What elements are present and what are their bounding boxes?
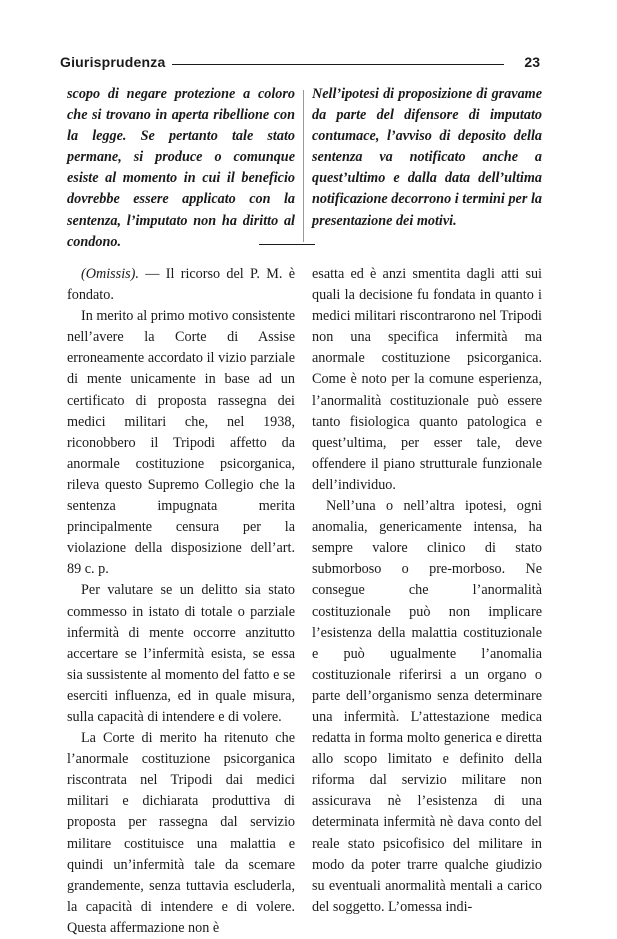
maxim-left-text: scopo di negare protezione a coloro che si trovano in aperta ribellione con la legge. Se pertanto tale stato permane, si produce o comunque esiste al momento in cui il beneficio dovrebbe essere applicato con la sentenza, l’imputato non ha diritto al condono. [67, 86, 295, 250]
running-head: Giurisprudenza [60, 54, 166, 70]
paragraph-text: — Il ricorso del P. M. è fondato. [67, 266, 295, 304]
body-right-column [312, 264, 542, 918]
section-separator [259, 244, 315, 245]
header-rule [172, 64, 504, 65]
paragraph: esatta ed è anzi smentita dagli atti sui quali la decisione fu fondata in quanto i medici militari riscontrarono nel Tripodi non una specifica infermità ma anormale costituzione psicorganica. Come è noto per la comune esperienza, l’anormalità costituzionale può essere tanto fisiologica quanto patologica e quest’ultima, per esser tale, deve offendere il piano strutturale funzionale dell’individuo. [312, 266, 542, 493]
paragraph: La Corte di merito ha ritenuto che l’anormale costituzione psicorganica riscontrata nel Tripodi dai medici militari e dichiarata produttiva di proposta per rassegna dal servizio militare costituisce una malattia e quindi un’infermità tale da scemare grandemente, senza tuttavia escluderla, la capacità di intendere e di volere. Questa affermazione non è [67, 730, 295, 936]
omissis-label: (Omissis). [81, 266, 139, 282]
paragraph: Per valutare se un delitto sia stato commesso in istato di totale o parziale infermità di mente occorre anzitutto accertare se l’infermità esista, se essa sia sussistente al momento del fatto e se eserciti influenza, ed in quale misura, sulla capacità di intendere e di volere. [67, 582, 295, 725]
maxim-right-text: Nell’ipotesi di proposizione di gravame da parte del difensore di imputato contumace, l’avviso di deposito della sentenza va notificato anche a quest’ultimo e dalla data dell’ultima notificazione decorrono i termini per la presentazione dei motivi. [312, 86, 542, 229]
paragraph: Nell’una o nell’altra ipotesi, ogni anomalia, genericamente intensa, ha sempre valore clinico di stato submorboso o pre-morboso. Ne consegue che l’anormalità costituzionale può non implicare l’esistenza della malattia costituzionale e può ugualmente l’anomalia costituzionale riferirsi a un organo o parte dell’organismo senza determinare una infermità. L’attestazione medica redatta in forma molto generica e diretta allo scopo limitato e definito della riforma dal servizio militare non assicurava nè l’esistenza di una determinata infermità nè dava conto del reale stato psicofisico del militare in modo da poter trarre qualche giudizio su eventuali anormalità mentali a carico del soggetto. L’omessa indi- [312, 498, 542, 915]
maxim-right-column [312, 84, 542, 232]
paragraph [67, 264, 295, 306]
page-header [60, 54, 540, 74]
maxim-left-column [67, 84, 295, 253]
body-left-column [67, 264, 295, 939]
page-number: 23 [524, 54, 540, 70]
paragraph: In merito al primo motivo consistente nell’avere la Corte di Assise erroneamente accordato il vizio parziale di mente unicamente in base ad un certificato di proposta rassegna dei medici militari che, nel 1938, riconobbero il Tripodi affetto da anormale costituzione psicorganica, rileva questo Supremo Collegio che la sentenza impugnata merita principalmente censura per la violazione della disposizione dell’art. 89 c. p. [67, 308, 295, 578]
column-divider [303, 90, 304, 242]
